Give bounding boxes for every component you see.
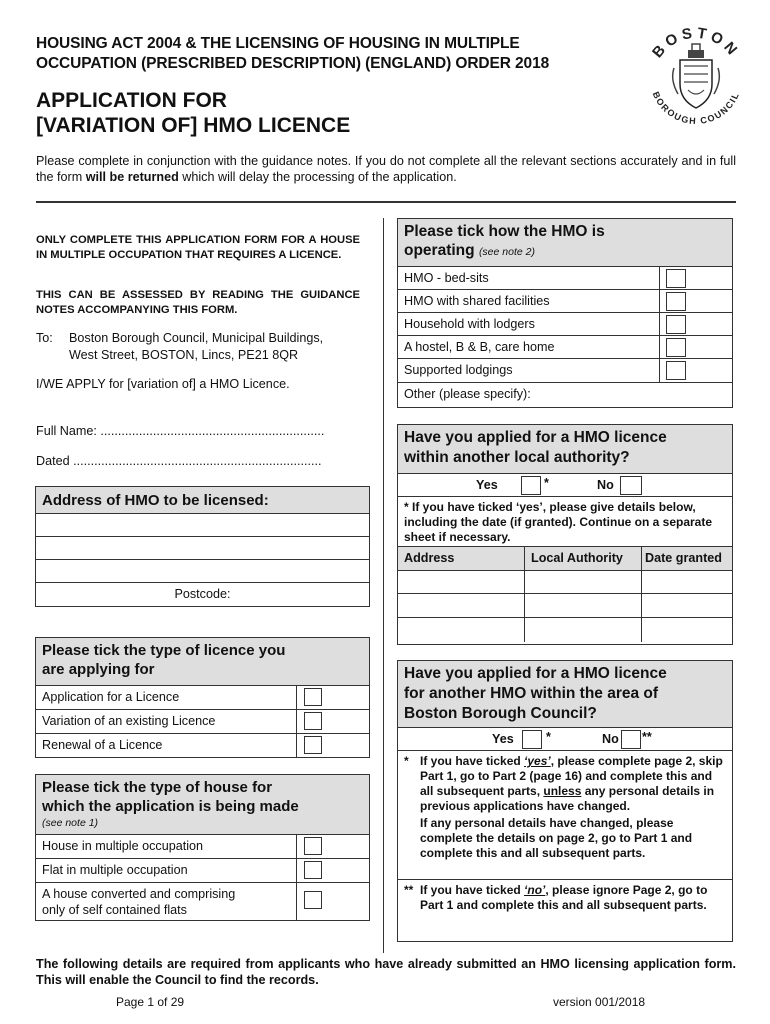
house-option-label: A house converted and comprising [42,887,236,901]
crest-icon [640,18,752,130]
operating-shared-checkbox[interactable] [666,292,686,311]
boston-heading-line-2: for another HMO within the area of [404,685,659,702]
operating-option-lodgers [398,313,732,336]
page-number: Page 1 of 29 [116,995,185,1009]
star-marker: ** [404,883,414,897]
no-label: No [602,732,619,746]
operating-option-label: HMO - bed-sits [404,271,489,285]
operating-supported-checkbox[interactable] [666,361,686,380]
licence-option-label: Renewal of a Licence [42,738,163,752]
no-mark: ** [642,730,652,744]
operating-option-supported [398,359,732,383]
operating-option-label: A hostel, B & B, care home [404,340,555,354]
to-address [36,330,376,363]
table-row[interactable] [398,594,732,618]
house-hmo-checkbox[interactable] [304,837,322,855]
page-title [36,88,350,138]
boston-notes-yes [398,751,732,880]
star-marker: * [404,754,409,768]
table-row[interactable] [398,618,732,642]
address-heading: Address of HMO to be licensed: [36,487,369,514]
house-option-label: Flat in multiple occupation [42,863,188,877]
column-local-authority: Local Authority [531,551,623,565]
yes-label: Yes [476,478,498,492]
operating-hostel-checkbox[interactable] [666,338,686,357]
house-option-label: House in multiple occupation [42,839,204,853]
postcode-row[interactable] [36,583,369,606]
address-box [35,486,370,607]
act-line-2: OCCUPATION (PRESCRIBED DESCRIPTION) (ENGLAND) ORDER 2018 [36,55,550,72]
boston-area-heading [398,661,732,728]
boston-yes-no-row [398,728,732,751]
other-authority-heading [398,425,732,474]
other-instruction: * If you have ticked ‘yes’, please give details below, including the date (if granted). Continue on a separate sheet if necessary. [398,497,732,547]
operating-box [397,218,733,408]
address-line-1[interactable] [36,514,369,537]
house-type-heading [36,775,369,835]
column-address: Address [404,551,455,565]
licence-option-renewal [36,734,369,757]
house-option-flat [36,859,369,883]
note-yes: If you have ticked ‘yes’, please complete page 2, skip Part 1, go to Part 2 (page 16) and complete this and all subsequent parts, unless any personal details in previous applications have changed. [420,754,723,813]
operating-lodgers-checkbox[interactable] [666,315,686,334]
full-name-field[interactable]: Full Name: ................................................................ [36,424,325,438]
address-line-2[interactable] [36,537,369,560]
licence-type-heading [36,638,369,686]
licence-variation-checkbox[interactable] [304,712,322,730]
operating-option-bedsits [398,267,732,290]
assessed-notice: THIS CAN BE ASSESSED BY READING THE GUIDANCE NOTES ACCOMPANYING THIS FORM. [36,289,360,316]
bottom-note: The following details are required from applicants who have already submitted an HMO licensing application form. This will enable the Council to find the records. [36,957,736,987]
version-label: version 001/2018 [553,995,646,1009]
licence-option-application [36,686,369,710]
operating-heading-line-2: operating [404,242,475,259]
intro-part-2: which will delay the processing of the application. [178,170,457,184]
intro-text [36,153,736,185]
divider [36,201,736,203]
postcode-label: Postcode: [174,587,231,601]
house-converted-checkbox[interactable] [304,891,322,909]
yes-label: Yes [492,732,514,746]
boston-heading-line-1: Have you applied for a HMO licence [404,665,667,682]
house-note: (see note 1) [42,817,99,829]
other-heading-line-2: within another local authority? [404,449,630,466]
licence-renewal-checkbox[interactable] [304,736,322,754]
intro-part-1: Please complete in conjunction with the guidance notes. If you do not complete all the relevant sections accurately and in full the form [36,154,736,184]
licence-option-label: Variation of an existing Licence [42,714,216,728]
operating-note: (see note 2) [478,246,535,258]
operating-option-label: Household with lodgers [404,317,535,331]
council-logo [640,18,752,130]
to-line-2: West Street, BOSTON, Lincs, PE21 8QR [69,347,299,362]
house-option-converted [36,883,369,920]
house-flat-checkbox[interactable] [304,861,322,879]
other-authority-box [397,424,733,645]
yes-mark: * [544,476,549,490]
licence-option-label: Application for a Licence [42,690,180,704]
operating-option-label: HMO with shared facilities [404,294,550,308]
yes-mark: * [546,730,551,744]
intro-bold: will be returned [85,170,179,184]
operating-bedsits-checkbox[interactable] [666,269,686,288]
no-label: No [597,478,614,492]
house-option-hmo [36,835,369,859]
other-heading-line-1: Have you applied for a HMO licence [404,429,667,446]
apply-statement: I/WE APPLY for [variation of] a HMO Licence. [36,377,290,391]
operating-option-label: Supported lodgings [404,363,513,377]
column-divider [383,218,384,953]
licence-option-variation [36,710,369,734]
address-line-3[interactable] [36,560,369,583]
house-type-box [35,774,370,921]
boston-no-checkbox[interactable] [621,730,641,749]
house-option-label: only of self contained flats [42,903,187,917]
licence-type-box [35,637,370,758]
operating-heading-line-1: Please tick how the HMO is [404,223,605,240]
title-line-1: APPLICATION FOR [36,89,227,112]
dated-field[interactable]: Dated ....................................................................... [36,454,322,468]
other-table-header [398,547,732,571]
operating-option-label: Other (please specify): [404,387,531,401]
house-heading-line-1: Please tick the type of house for [42,779,273,796]
logo-text-bottom: BOROUGH COUNCIL [650,90,742,127]
operating-option-other[interactable] [398,383,732,407]
act-line-1: HOUSING ACT 2004 & THE LICENSING OF HOUSING IN MULTIPLE [36,35,520,52]
title-line-2: [VARIATION OF] HMO LICENCE [36,114,351,137]
logo-text-top: BOSTON [649,24,743,62]
note-changed: If any personal details have changed, please complete the details on page 2, go to Part 1 and complete this and all subsequent parts. [420,816,693,860]
licence-application-checkbox[interactable] [304,688,322,706]
column-date-granted: Date granted [645,551,722,565]
boston-notes-no [398,880,732,941]
to-line-1: Boston Borough Council, Municipal Buildings, [69,331,324,345]
operating-option-hostel [398,336,732,359]
operating-option-shared [398,290,732,313]
boston-area-box [397,660,733,942]
note-no: If you have ticked ‘no’, please ignore Page 2, go to Part 1 and complete this and all subsequent parts. [420,883,708,912]
other-yes-checkbox[interactable] [521,476,541,495]
operating-heading [398,219,732,267]
boston-heading-line-3: Boston Borough Council? [404,705,597,722]
table-row[interactable] [398,571,732,594]
act-heading [36,34,549,74]
only-complete-notice: ONLY COMPLETE THIS APPLICATION FORM FOR A HOUSE IN MULTIPLE OCCUPATION THAT REQUIRES A LICENCE. [36,234,360,261]
boston-yes-checkbox[interactable] [522,730,542,749]
licence-heading-line-2: are applying for [42,661,155,678]
other-no-checkbox[interactable] [620,476,642,495]
to-label: To: [36,331,53,345]
licence-heading-line-1: Please tick the type of licence you [42,642,286,659]
other-yes-no-row [398,474,732,497]
house-heading-line-2: which the application is being made [42,798,299,815]
